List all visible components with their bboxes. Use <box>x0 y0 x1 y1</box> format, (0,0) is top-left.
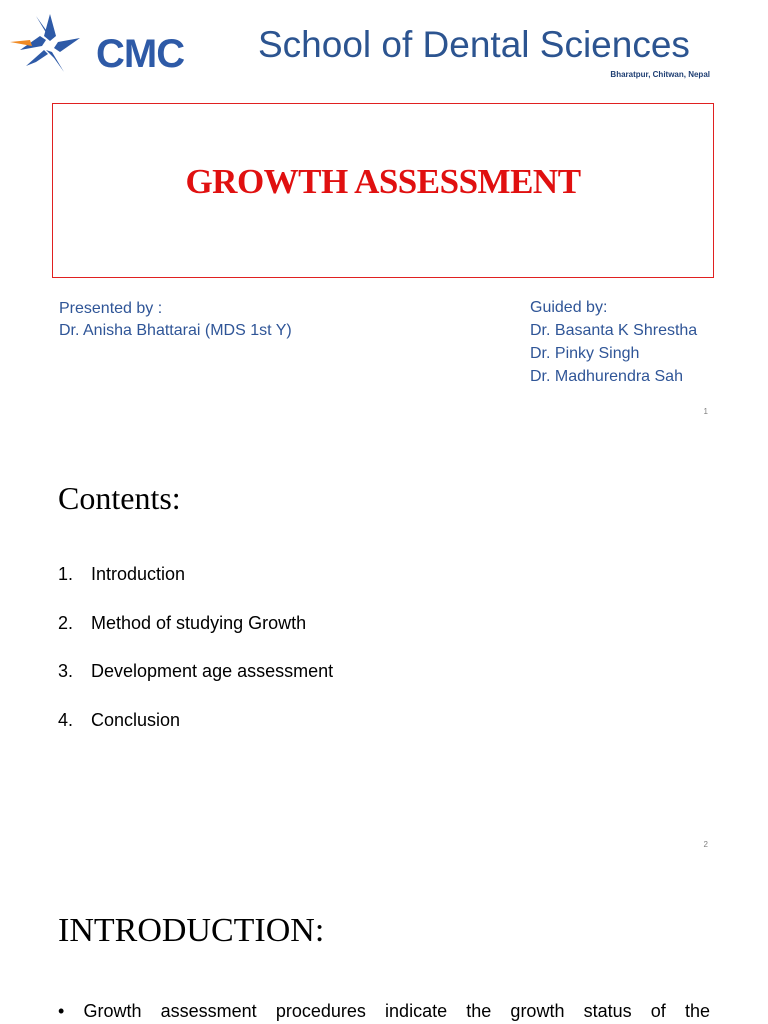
logo-text: CMC <box>96 32 185 76</box>
list-item-label: Introduction <box>91 564 186 584</box>
title-box <box>52 103 714 278</box>
list-item-number: 2. <box>58 612 74 633</box>
list-item-label: Development age assessment <box>91 661 334 681</box>
presenter-name: Dr. Anisha Bhattarai (MDS 1st Y) <box>59 322 292 339</box>
list-item-number: 4. <box>58 709 74 730</box>
list-item <box>58 710 333 759</box>
slide-number: 1 <box>703 407 708 416</box>
guide-name: Dr. Pinky Singh <box>530 345 640 362</box>
slide-2 <box>0 432 768 864</box>
contents-title: Contents: <box>58 480 181 516</box>
slide-3 <box>0 864 768 1024</box>
list-item <box>58 661 333 710</box>
contents-list <box>58 564 333 758</box>
cmc-logo <box>8 12 198 76</box>
introduction-title: INTRODUCTION: <box>58 912 325 949</box>
guides-block <box>530 296 697 388</box>
slide-1 <box>0 0 768 432</box>
school-location: Bharatpur, Chitwan, Nepal <box>610 70 710 79</box>
list-item-label: Conclusion <box>91 709 181 730</box>
school-title: School of Dental Sciences <box>258 24 690 65</box>
list-item <box>58 613 333 662</box>
presented-by-label: Presented by : <box>59 300 163 317</box>
guided-by-label: Guided by: <box>530 299 608 316</box>
presenter-block <box>59 298 292 342</box>
guide-name: Dr. Madhurendra Sah <box>530 368 683 385</box>
list-item-label: Method of studying Growth <box>91 612 307 633</box>
list-item <box>58 564 333 613</box>
main-title: GROWTH ASSESSMENT <box>185 162 581 201</box>
list-item-number: 3. <box>58 661 74 681</box>
slide-number: 2 <box>703 840 708 849</box>
star-logo-icon <box>8 12 94 76</box>
bullet-text: • Growth assessment procedures indicate the growth status of the <box>58 1001 710 1021</box>
list-item-number: 1. <box>58 564 74 584</box>
guide-name: Dr. Basanta K Shrestha <box>530 322 698 339</box>
